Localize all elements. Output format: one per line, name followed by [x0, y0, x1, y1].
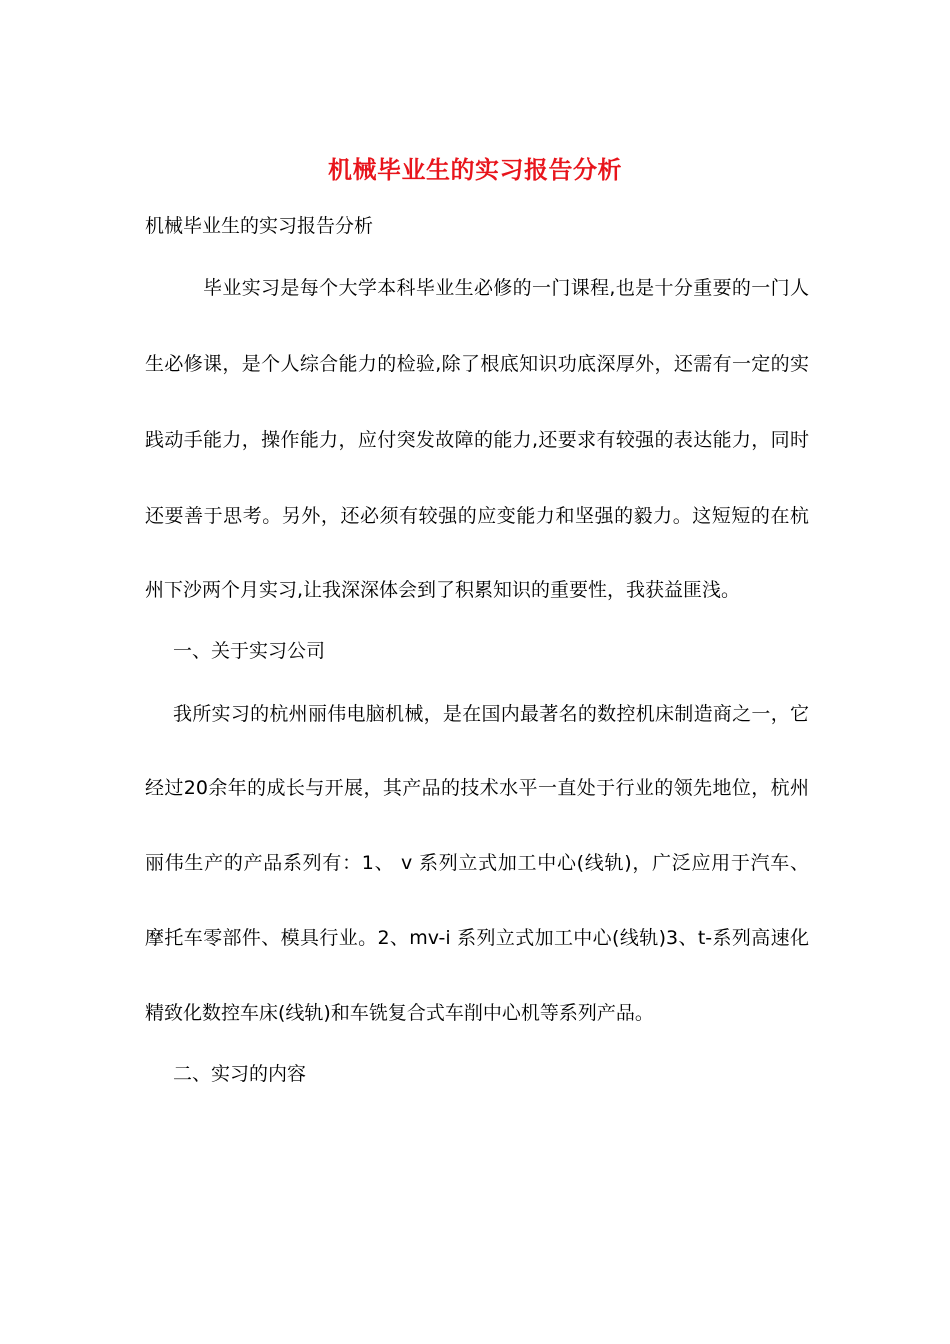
document-subtitle: 机械毕业生的实习报告分析 [145, 215, 374, 237]
paragraph-line: 州下沙两个月实习,让我深深体会到了积累知识的重要性，我获益匪浅。 [145, 579, 741, 601]
section-heading: 二、实习的内容 [173, 1063, 307, 1085]
paragraph-line: 经过20余年的成长与开展，其产品的技术水平一直处于行业的领先地位，杭州 [145, 777, 809, 799]
paragraph-line: 精致化数控车床(线轨)和车铣复合式车削中心机等系列产品。 [145, 1002, 654, 1024]
paragraph-line: 丽伟生产的产品系列有：1、 v 系列立式加工中心(线轨)，广泛应用于汽车、 [145, 852, 809, 874]
paragraph-line: 还要善于思考。另外，还必须有较强的应变能力和坚强的毅力。这短短的在杭 [145, 505, 809, 527]
document-title: 机械毕业生的实习报告分析 [328, 155, 622, 184]
paragraph-line: 摩托车零部件、模具行业。2、mv-i 系列立式加工中心(线轨)3、t-系列高速化 [145, 927, 809, 949]
paragraph-line: 毕业实习是每个大学本科毕业生必修的一门课程,也是十分重要的一门人 [203, 277, 809, 299]
paragraph-line: 我所实习的杭州丽伟电脑机械，是在国内最著名的数控机床制造商之一，它 [173, 703, 809, 725]
paragraph-line: 践动手能力，操作能力，应付突发故障的能力,还要求有较强的表达能力，同时 [145, 429, 809, 451]
paragraph-line: 生必修课，是个人综合能力的检验,除了根底知识功底深厚外，还需有一定的实 [145, 353, 809, 375]
section-heading: 一、关于实习公司 [173, 640, 326, 662]
